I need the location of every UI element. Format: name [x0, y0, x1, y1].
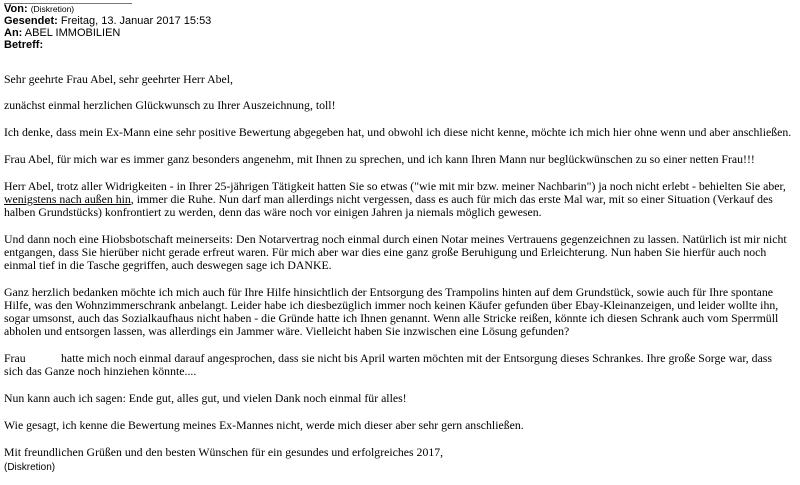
to-label: An:	[4, 27, 23, 39]
subject-row	[4, 39, 211, 51]
paragraph-trampolin-line4: abholen und entsorgen lassen, was allerdings ein Jammer wäre. Vielleicht haben Sie inzwischen eine Lösung gefunden?	[4, 324, 570, 338]
subject-label: Betreff:	[4, 39, 44, 51]
sent-label: Gesendet:	[4, 15, 58, 27]
from-row	[4, 3, 211, 15]
paragraph-trampolin-line2: Hilfe, was den Wohnzimmerschrank anbelangt. Leider habe ich diesbezüglich immer noch keinen Käufer gefunden über Ebay-Kleinanzeigen, und leider wollte ihn,	[4, 298, 779, 312]
from-value: (Diskretion)	[30, 4, 75, 14]
paragraph-notar-line2: entgangen, dass Sie hierüber nicht gerade erfreut waren. Für mich aber war dies eine ganz große Beruhigung und Erleichterung. Nun haben Sie hierfür auch noch	[4, 245, 767, 259]
from-label: Von:	[4, 3, 28, 15]
paragraph-herr-abel-line1: Herr Abel, trotz aller Widrigkeiten - in Ihrer 25-jährigen Tätigkeit hatten Sie so etwas ("wie mit mir bzw. meiner Nachbarin") ja noch nicht erlebt - behielten Sie aber,	[4, 179, 786, 193]
paragraph-bewertung: Wie gesagt, ich kenne die Bewertung meines Ex-Mannes nicht, werde mich dieser aber sehr gern anschließen.	[4, 418, 524, 432]
signature: (Diskretion)	[4, 462, 56, 473]
header-divider	[4, 3, 132, 4]
sent-value: Freitag, 13. Januar 2017 15:53	[60, 15, 212, 27]
to-row	[4, 27, 211, 39]
greeting: Sehr geehrte Frau Abel, sehr geehrter Herr Abel,	[4, 72, 233, 86]
paragraph-ende-gut: Nun kann auch ich sagen: Ende gut, alles gut, und vielen Dank noch einmal für alles!	[4, 391, 407, 405]
underlined-phrase: wenigstens nach außen hin	[4, 192, 131, 206]
paragraph-frau-abel: Frau Abel, für mich war es immer ganz besonders angenehm, mit Ihnen zu sprechen, und ich kann Ihren Mann nur beglückwünschen zu so einer netten Frau!!!	[4, 152, 755, 166]
paragraph-schrank-line1: Frau hatte mich noch einmal darauf angesprochen, dass sie nicht bis April warten möchten mit der Entsorgung dieses Schrankes. Ihre große Sorge war, dass	[4, 351, 772, 365]
paragraph-trampolin-line3: sogar umsonst, auch das Sozialkaufhaus nicht haben - die Gründe hatte ich Ihnen genannt. Wenn alle Stricke reißen, könnte ich diesen Schrank auch vom Sperrmüll	[4, 311, 779, 325]
paragraph-trampolin-line1: Ganz herzlich bedanken möchte ich mich auch für Ihre Hilfe hinsichtlich der Entsorgung des Trampolins hinten auf dem Grundstück, sowie auch für Ihre spontane	[4, 285, 773, 299]
herr-abel-line2-rest: , immer die Ruhe. Nun darf man allerdings nicht vergessen, dass es auch für mich das erste Mal war, mit so einer Situation (Verkauf des	[130, 192, 773, 206]
paragraph-notar-line3: einmal tief in die Tasche gegriffen, auch deswegen sage ich DANKE.	[4, 258, 332, 272]
paragraph-schrank-line2: sich das Ganze noch hinziehen könnte....	[4, 364, 197, 378]
paragraph-congrats: zunächst einmal herzlichen Glückwunsch zu Ihrer Auszeichnung, toll!	[4, 98, 336, 112]
paragraph-ex-husband: Ich denke, dass mein Ex-Mann eine sehr positive Bewertung abgegeben hat, und obwohl ich diese nicht kenne, möchte ich mich hier ohne wenn und aber anschließen.	[4, 125, 792, 139]
closing-line: Mit freundlichen Grüßen und den besten Wünschen für ein gesundes und erfolgreiches 2017,	[4, 445, 444, 459]
to-value: ABEL IMMOBILIEN	[24, 27, 121, 39]
paragraph-notar-line1: Und dann noch eine Hiobsbotschaft meinerseits: Den Notarvertrag noch einmal durch einen Notar meines Vertrauens gegenzeichnen zu lassen. Natürlich ist mir nicht	[4, 232, 787, 246]
paragraph-herr-abel-line3: halben Grundstücks) konfrontiert zu werden, denn das wäre noch vor einigen Jahren ja niemals möglich gewesen.	[4, 205, 542, 219]
email-header	[4, 3, 211, 51]
sent-row	[4, 15, 211, 27]
